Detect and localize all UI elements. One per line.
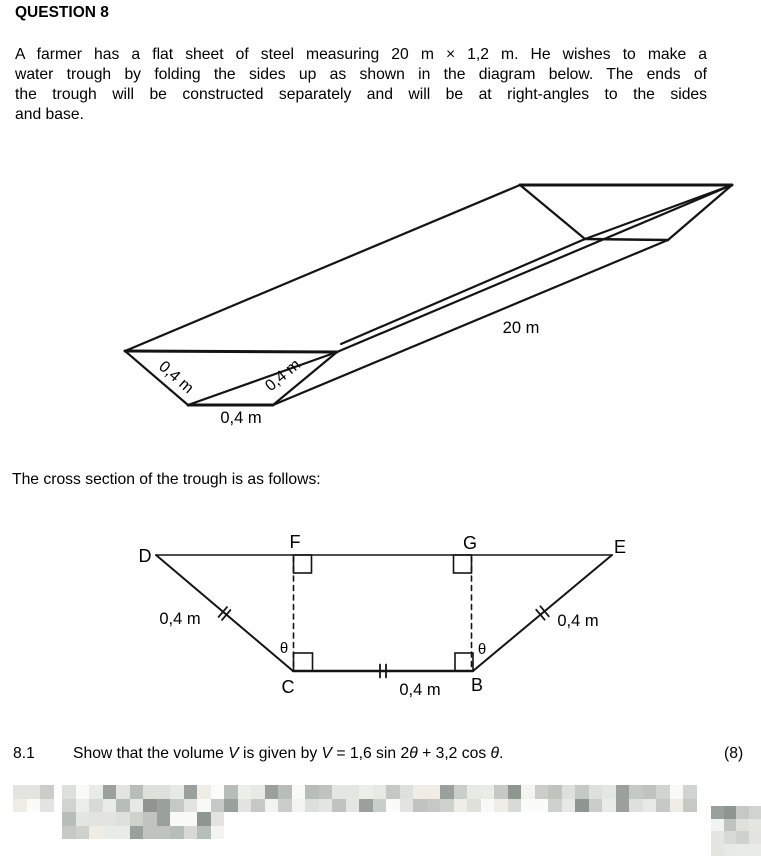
left-side-04m-label: 0,4 m bbox=[155, 358, 197, 398]
question-number: 8.1 bbox=[13, 745, 35, 762]
inner-side-04m-label: 0,4 m bbox=[262, 356, 304, 395]
cs-right-04m-label: 0,4 m bbox=[557, 612, 599, 630]
paragraph-line: A farmer has a flat sheet of steel measuring 20 m × 1,2 m. He wishes to make a bbox=[15, 46, 707, 63]
right-angle-F bbox=[294, 555, 312, 573]
right-angle-C bbox=[294, 653, 313, 671]
cs-left-04m-label: 0,4 m bbox=[159, 610, 201, 628]
base-04m-label: 0,4 m bbox=[220, 409, 262, 427]
question-8-1-row bbox=[0, 745, 761, 765]
theta-left-label: θ bbox=[279, 640, 289, 657]
redacted-block bbox=[13, 785, 54, 812]
cs-base-04m-label: 0,4 m bbox=[399, 681, 441, 699]
point-C-label: C bbox=[281, 677, 295, 697]
point-E-label: E bbox=[613, 537, 627, 557]
cross-section-figure bbox=[156, 555, 612, 678]
redacted-block bbox=[62, 812, 224, 839]
question-text-segment: + 3,2 cos bbox=[417, 745, 491, 762]
paragraph-line: water trough by folding the sides up as shown in the diagram below. The ends of bbox=[15, 66, 707, 83]
question-text-segment: is given by bbox=[238, 745, 322, 762]
theta-right-label: θ bbox=[477, 641, 487, 658]
length-20m-label: 20 m bbox=[502, 319, 540, 337]
right-angle-G bbox=[454, 555, 472, 573]
question-text-segment: θ bbox=[409, 745, 418, 762]
question-text-segment: . bbox=[499, 745, 504, 762]
trough-3d-figure bbox=[125, 185, 732, 405]
point-B-label: B bbox=[470, 675, 484, 695]
point-F-label: F bbox=[289, 532, 301, 552]
redacted-block bbox=[62, 785, 697, 812]
question-text-segment: θ bbox=[490, 745, 500, 762]
redacted-block bbox=[711, 806, 761, 856]
question-text-segment: V bbox=[228, 745, 239, 762]
paragraph-line: the trough will be constructed separately and will be at right-angles to the sides bbox=[15, 86, 707, 103]
point-G-label: G bbox=[462, 533, 478, 553]
marks-badge: (8) bbox=[724, 745, 744, 762]
cross-section-intro: The cross section of the trough is as follows: bbox=[12, 471, 321, 488]
tick-marks bbox=[219, 606, 549, 677]
paragraph-line: and base. bbox=[15, 106, 84, 123]
question-title: QUESTION 8 bbox=[15, 4, 109, 21]
right-angle-B bbox=[455, 653, 473, 671]
question-text-segment: Show that the volume bbox=[73, 745, 229, 762]
question-text-segment: V bbox=[321, 745, 333, 762]
question-text-segment: = 1,6 sin 2 bbox=[332, 745, 410, 762]
point-D-label: D bbox=[138, 546, 152, 566]
question-text bbox=[73, 745, 503, 763]
